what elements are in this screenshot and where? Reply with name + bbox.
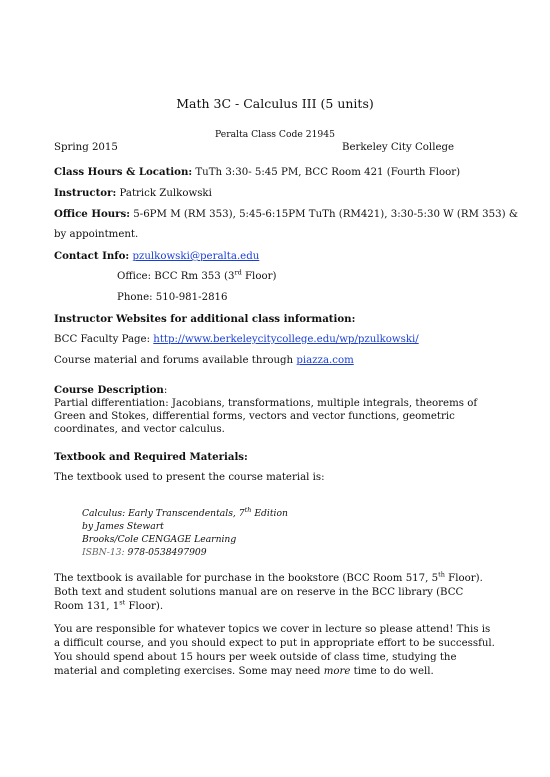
class-code: Peralta Class Code 21945 [215, 129, 335, 140]
course-material-text: Course material and forums available through [54, 355, 297, 366]
course-material-line [54, 355, 354, 366]
book-publisher: Brooks/Cole CENGAGE Learning [82, 534, 237, 545]
faculty-page-line [54, 334, 419, 345]
isbn-value: 978-0538497909 [124, 547, 207, 558]
book-title-sup: th [244, 505, 252, 514]
instructor-line [54, 187, 212, 199]
websites-heading-text: Instructor Websites for additional class information: [54, 313, 356, 325]
contact-line [54, 250, 259, 262]
office-hours-line [54, 208, 518, 220]
course-description-body: Partial differentiation: Jacobians, transformations, multiple integrals, theorems of Green and Stokes, differential forms, vectors and vector functions, geometric coordinates, and vector calculus. [54, 398, 478, 435]
piazza-link[interactable]: piazza.com [296, 355, 354, 366]
course-desc-heading-text: Course Description [54, 384, 164, 396]
office-prefix: Office: BCC Rm 353 (3 [117, 271, 235, 282]
office-suffix: Floor) [241, 271, 277, 282]
availability-part1: The textbook is available for purchase in the bookstore (BCC Room 517, 5 [54, 573, 439, 584]
instructor-value: Patrick Zulkowski [116, 188, 212, 199]
phone-number: Phone: 510-981-2816 [117, 292, 228, 303]
office-hours-continued: by appointment. [54, 229, 139, 240]
textbook-intro: The textbook used to present the course material is: [54, 472, 325, 483]
book-title-suffix: Edition [251, 508, 288, 519]
office-sup: rd [234, 268, 242, 277]
term: Spring 2015 [54, 142, 118, 153]
responsibility-part1: You are responsible for whatever topics we cover in lecture so please attend! This is a difficult course, and you should expect to put in appropriate effort to be successful. You should spend about 15 hours per week outside of class time, studying the material and completing exercises. Some may need [54, 624, 495, 677]
isbn-label: ISBN-13: [82, 547, 125, 558]
textbook-availability [54, 572, 496, 614]
responsibility-emphasis: more [323, 666, 351, 677]
availability-sup1: th [438, 570, 445, 579]
contact-email-link[interactable]: pzulkowski@peralta.edu [132, 251, 260, 262]
college-name: Berkeley City College [342, 142, 455, 153]
book-author: by James Stewart [82, 521, 164, 532]
course-title: Math 3C - Calculus III (5 units) [176, 96, 374, 111]
textbook-heading-text: Textbook and Required Materials: [54, 451, 248, 463]
availability-part3: Floor). [125, 601, 164, 612]
class-hours-label: Class Hours & Location: [54, 166, 193, 178]
availability-sup2: st [119, 598, 126, 607]
book-isbn [82, 547, 207, 558]
faculty-page-label: BCC Faculty Page: [54, 334, 154, 345]
office-hours-label: Office Hours: [54, 208, 131, 220]
office-location [117, 268, 277, 282]
course-desc-colon: : [163, 385, 168, 396]
contact-label: Contact Info: [54, 250, 130, 262]
course-description-heading [54, 384, 167, 396]
instructor-label: Instructor: [54, 187, 117, 199]
class-hours-value: TuTh 3:30- 5:45 PM, BCC Room 421 (Fourth Floor) [192, 167, 461, 178]
responsibility-part2: time to do well. [350, 666, 434, 677]
class-hours-line [54, 166, 460, 178]
book-title [82, 505, 288, 519]
faculty-page-link[interactable]: http://www.berkeleycitycollege.edu/wp/pzulkowski/ [153, 334, 419, 345]
book-title-prefix: Calculus: Early Transcendentals, 7 [82, 508, 245, 519]
availability-part2: Floor). Both text and student solutions manual are on reserve in the BCC library (BCC Room 131, 1 [54, 573, 483, 612]
office-hours-value: 5-6PM M (RM 353), 5:45-6:15PM TuTh (RM421), 3:30-5:30 W (RM 353) & [130, 209, 518, 220]
responsibility-paragraph [54, 623, 496, 679]
textbook-heading [54, 451, 248, 463]
websites-heading [54, 313, 355, 325]
